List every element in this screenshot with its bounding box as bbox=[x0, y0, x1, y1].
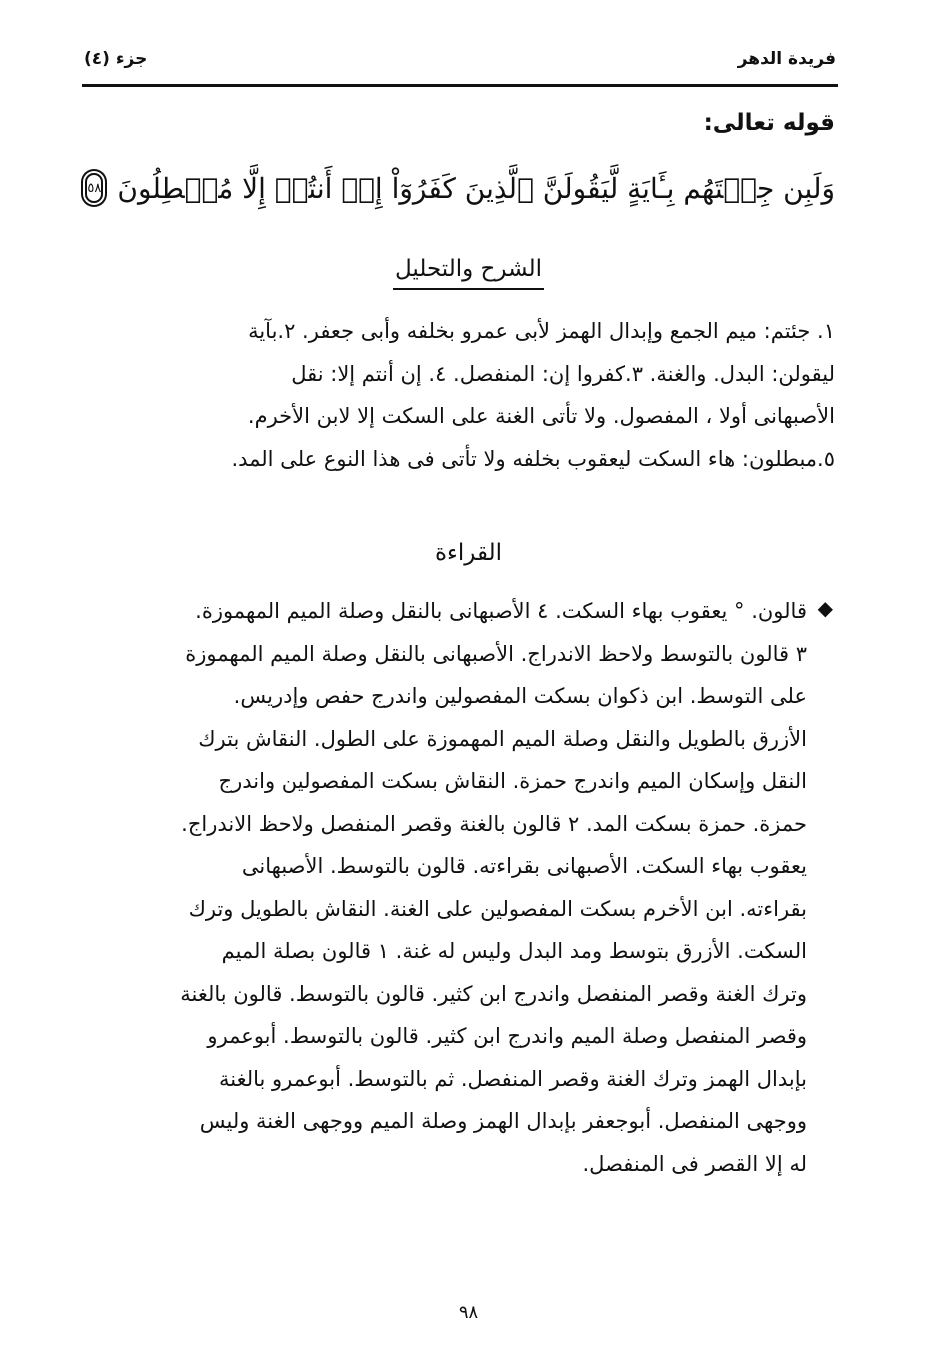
verse-text: وَلَبِن جِئۡتَهُم بِـَٔايَةٍ لَّيَقُولَنَّ ٱلَّذِينَ كَفَرُوٓاْ إِنۡ أَنتُمۡ إِلَّا مُبۡطِلُونَ bbox=[117, 171, 835, 205]
reading-line: بإبدال الهمز وترك الغنة وقصر المنفصل. ثم بالتوسط. أبوعمرو بالغنة bbox=[218, 1066, 807, 1091]
reading-line: قالون. ° يعقوب بهاء السكت. ٤ الأصبهانى بالنقل وصلة الميم المهموزة. bbox=[195, 599, 807, 623]
reading-line: بقراءته. ابن الأخرم بسكت المفصولين على الغنة. النقاش بالطويل وترك bbox=[188, 896, 807, 921]
analysis-title: الشرح والتحليل bbox=[0, 256, 937, 290]
part-label: جزء (٤) bbox=[84, 49, 148, 69]
analysis-line: ليقولن: البدل. والغنة. ٣.كفروا إن: المنفصل. ٤. إن أنتم إلا: نقل bbox=[291, 361, 835, 386]
reading-line: على التوسط. ابن ذكوان بسكت المفصولين واندرج حفص وإدريس. bbox=[233, 684, 807, 708]
running-header bbox=[84, 40, 836, 78]
header-rule bbox=[82, 84, 838, 87]
reading-line: الأزرق بالطويل والنقل وصلة الميم المهموزة على الطول. النقاش بترك bbox=[198, 726, 807, 751]
reading-line: النقل وإسكان الميم واندرج حمزة. النقاش بسكت المفصولين واندرج bbox=[218, 769, 807, 793]
analysis-line: ٥.مبطلون: هاء السكت ليعقوب بخلفه ولا تأتى فى هذا النوع على المد. bbox=[231, 446, 835, 471]
page-number: ٩٨ bbox=[458, 1302, 479, 1323]
analysis-line: ١. جئتم: ميم الجمع وإبدال الهمز لأبى عمرو بخلفه وأبى جعفر. ٢.بآية bbox=[248, 319, 835, 343]
reading-line: وترك الغنة وقصر المنفصل واندرج ابن كثير. قالون بالتوسط. قالون بالغنة bbox=[180, 981, 807, 1006]
quran-verse bbox=[87, 158, 835, 218]
reading-line: له إلا القصر فى المنفصل. bbox=[582, 1151, 807, 1176]
analysis-text bbox=[96, 310, 835, 480]
diamond-bullet-icon: ◆ bbox=[817, 596, 833, 620]
verse-intro: قوله تعالى: bbox=[703, 110, 835, 136]
reading-line: ٣ قالون بالتوسط ولاحظ الاندراج. الأصبهانى بالنقل وصلة الميم المهموزة bbox=[185, 641, 807, 666]
verse-number-marker: ٥٨ bbox=[85, 173, 103, 203]
reading-line: السكت. الأزرق بتوسط ومد البدل وليس له غنة. ١ قالون بصلة الميم bbox=[221, 939, 807, 963]
reading-line: يعقوب بهاء السكت. الأصبهانى بقراءته. قالون بالتوسط. الأصبهانى bbox=[241, 854, 807, 878]
reading-title: القراءة bbox=[435, 540, 502, 566]
reading-line: ووجهى المنفصل. أبوجعفر بإبدال الهمز وصلة الميم ووجهى الغنة وليس bbox=[199, 1109, 807, 1133]
reading-text bbox=[96, 590, 807, 1185]
book-title: فريدة الدهر bbox=[737, 49, 836, 69]
reading-line: وقصر المنفصل وصلة الميم واندرج ابن كثير. قالون بالتوسط. أبوعمرو bbox=[207, 1024, 807, 1048]
reading-line: حمزة. حمزة بسكت المد. ٢ قالون بالغنة وقصر المنفصل ولاحظ الاندراج. bbox=[181, 811, 807, 836]
analysis-line: الأصبهانى أولا ، المفصول. ولا تأتى الغنة على السكت إلا لابن الأخرم. bbox=[247, 404, 835, 428]
